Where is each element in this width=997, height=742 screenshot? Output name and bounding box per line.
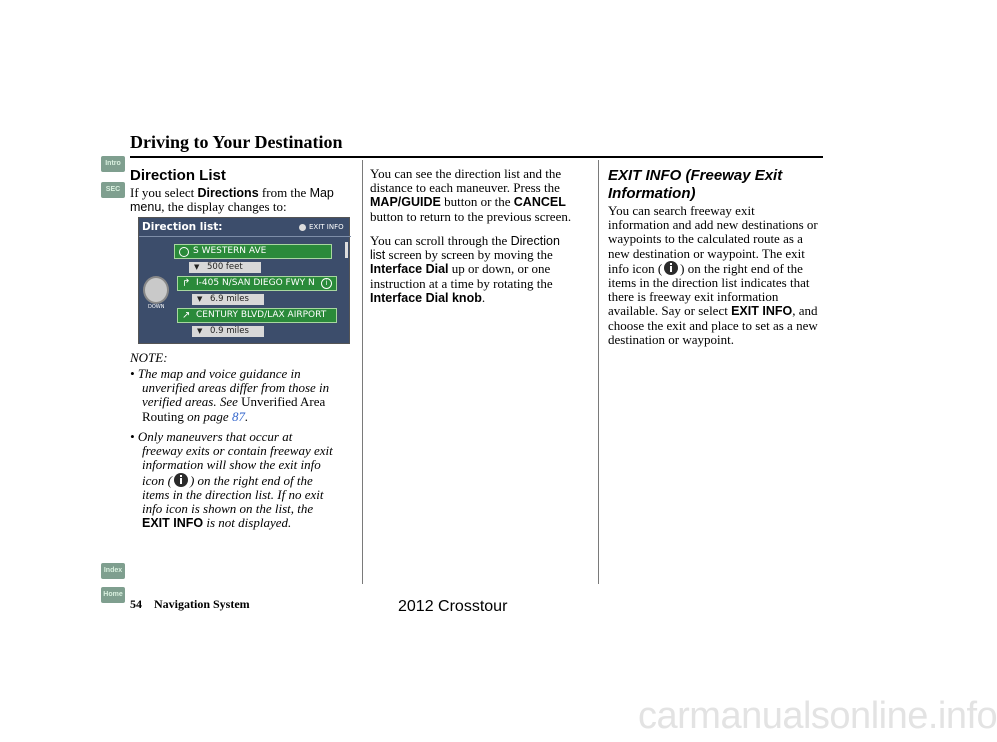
page-number: 54 [130, 597, 142, 611]
direction-list-heading: Direction List [130, 167, 226, 184]
note-bullet-1: • The map and voice guidance in unverified areas differ from those in verified areas. See Unverified Area Routing on page 87. [130, 366, 330, 424]
col3-paragraph: You can search freeway exit information and add new destinations or waypoints to the calculated route as a new destination or waypoint. The exit info icon ( ) on the right end of the items in the direction list indicates that there is freeway exit information available. Say or select EXIT INFO, and choose the exit and place to set as a new destination or waypoint. [608, 203, 818, 347]
col2-paragraph-1: You can see the direction list and the distance to each maneuver. Press the MAP/GUIDE button or the CANCEL button to return to the previous screen. [370, 166, 572, 224]
info-icon [174, 473, 188, 487]
note-label: NOTE: [130, 350, 168, 365]
page-footer [130, 597, 250, 612]
screenshot-exit-info: EXIT INFO [299, 223, 344, 231]
info-icon [664, 261, 678, 275]
interface-dial-icon [143, 276, 169, 304]
exit-info-icon [299, 224, 306, 231]
col2-paragraph-2: You can scroll through the Direction list screen by screen by moving the Interface Dial up or down, or one instruction at a time by rotating the Interface Dial knob. [370, 233, 560, 305]
footer-section: Navigation System [154, 597, 250, 611]
screenshot-title: Direction list: [142, 221, 223, 233]
page-title: Driving to Your Destination [130, 132, 343, 152]
column-divider-2 [598, 160, 599, 584]
down-label: DOWN [148, 304, 165, 310]
page-87-link[interactable]: 87 [231, 408, 245, 424]
home-tab[interactable]: Home [101, 587, 125, 603]
turn-right-icon: ↱ [182, 278, 191, 289]
exit-info-row-icon: i [321, 278, 332, 289]
column-divider-1 [362, 160, 363, 584]
intro-tab[interactable]: Intro [101, 156, 125, 172]
exit-info-heading: EXIT INFO (Freeway Exit Information) [608, 167, 783, 202]
direction-row-1: S WESTERN AVE [174, 244, 332, 259]
sec-tab[interactable]: SEC [101, 182, 125, 198]
direction-distance-3: ▼ 0.9 miles [192, 326, 264, 337]
bear-right-icon: ↗ [182, 310, 191, 321]
direction-row-2: ↱ I-405 N/SAN DIEGO FWY N i [177, 276, 337, 291]
watermark: carmanualsonline.info [638, 695, 997, 737]
waypoint-icon [179, 247, 189, 257]
title-rule [130, 156, 823, 158]
index-tab[interactable]: Index [101, 563, 125, 579]
model-label: 2012 Crosstour [398, 598, 508, 615]
col1-intro: If you select Directions from the Map menu, the display changes to: [130, 185, 334, 215]
direction-row-3: ↗ CENTURY BLVD/LAX AIRPORT [177, 308, 337, 323]
note-bullet-2: • Only maneuvers that occur at freeway exits or contain freeway exit information will show the exit info icon ( ) on the right end of the items in the direction list. If no exit info icon is shown on the list, the EXIT INFO is not displayed. [130, 429, 333, 531]
direction-distance-2: ▼ 6.9 miles [192, 294, 264, 305]
scrollbar-thumb [345, 242, 348, 258]
direction-distance-1: ▼ 500 feet [189, 262, 261, 273]
direction-list-screenshot [138, 217, 350, 344]
